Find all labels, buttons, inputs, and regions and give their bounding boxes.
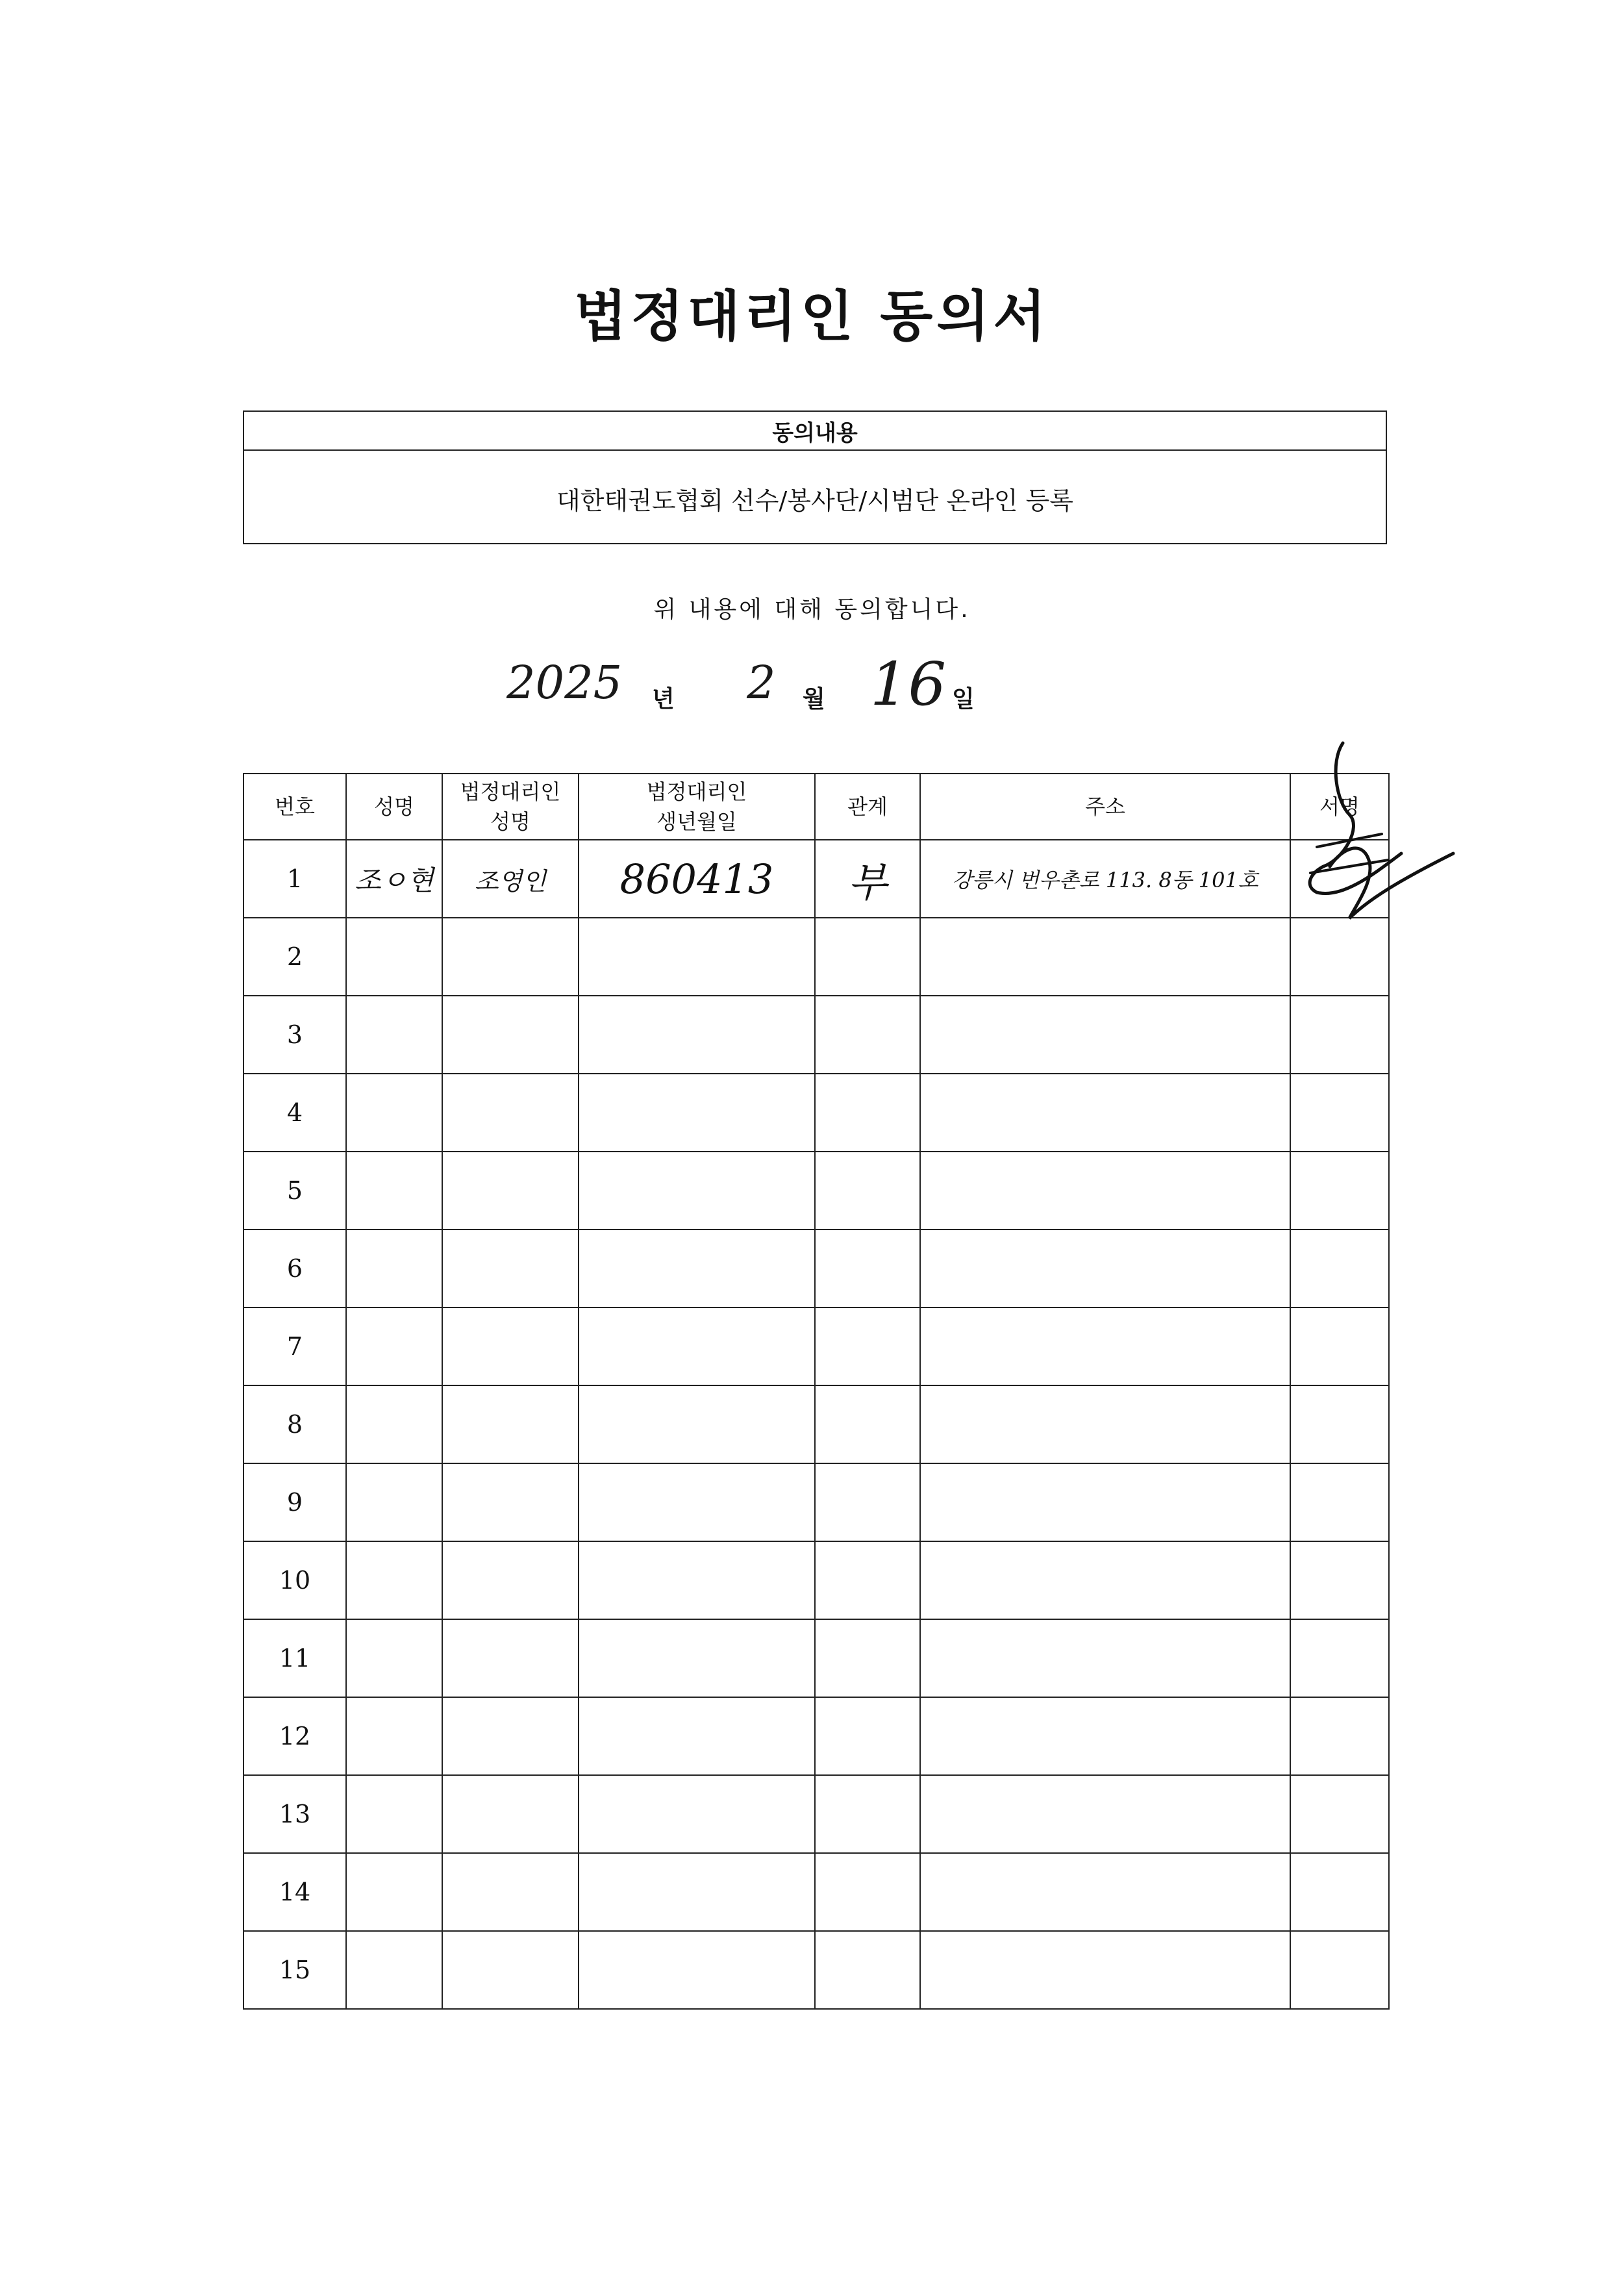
header-relation: 관계 — [815, 774, 920, 840]
signature-scribble-icon — [1291, 840, 1388, 917]
table-row — [244, 1152, 1389, 1230]
agreement-text: 위 내용에 대해 동의합니다. — [653, 596, 971, 623]
table-body — [244, 840, 1389, 2009]
header-signature: 서명 — [1290, 774, 1389, 840]
consent-box — [243, 410, 1387, 544]
table-row — [244, 1385, 1389, 1463]
document-title: 법정대리인 동의서 — [574, 284, 1050, 348]
header-number: 번호 — [244, 774, 346, 840]
table-row — [244, 1619, 1389, 1697]
row-address: 강릉시 번우촌로 113. 8동 101호 — [920, 840, 1290, 918]
row-number: 8 — [244, 1385, 346, 1463]
row-number: 4 — [244, 1074, 346, 1152]
date-year-handwritten: 2025 — [506, 656, 623, 709]
date-day-label: 일 — [952, 686, 975, 713]
row-number: 10 — [244, 1541, 346, 1619]
table-row — [244, 1307, 1389, 1385]
date-month-label: 월 — [803, 686, 825, 713]
row-number: 7 — [244, 1307, 346, 1385]
table-header-row — [244, 774, 1389, 840]
header-guardian-birth: 법정대리인 생년월일 — [579, 774, 815, 840]
table-row — [244, 1463, 1389, 1541]
table-row — [244, 1853, 1389, 1931]
row-signature — [1290, 840, 1389, 918]
row-number: 6 — [244, 1230, 346, 1307]
header-address: 주소 — [920, 774, 1290, 840]
row-number: 5 — [244, 1152, 346, 1230]
table-row — [244, 918, 1389, 996]
row-guardian-birth: 860413 — [579, 840, 815, 918]
row-number: 11 — [244, 1619, 346, 1697]
row-name: 조ㅇ현 — [346, 840, 442, 918]
consent-content: 대한태권도협회 선수/봉사단/시범단 온라인 등록 — [556, 486, 1073, 515]
registration-table — [243, 773, 1390, 2010]
consent-header: 동의내용 — [244, 412, 1386, 451]
date-month-handwritten: 2 — [747, 656, 776, 709]
header-guardian-name: 법정대리인 성명 — [442, 774, 579, 840]
row-number: 2 — [244, 918, 346, 996]
row-number: 9 — [244, 1463, 346, 1541]
date-day-handwritten: 16 — [870, 650, 947, 719]
table-row — [244, 1775, 1389, 1853]
row-number: 1 — [244, 840, 346, 918]
table-row — [244, 996, 1389, 1074]
row-relation: 부 — [815, 840, 920, 918]
row-number: 15 — [244, 1931, 346, 2009]
table-row — [244, 1230, 1389, 1307]
row-number: 13 — [244, 1775, 346, 1853]
table-row — [244, 1931, 1389, 2009]
row-number: 12 — [244, 1697, 346, 1775]
table-row — [244, 1541, 1389, 1619]
row-guardian-name: 조영인 — [442, 840, 579, 918]
table-row — [244, 840, 1389, 918]
header-name: 성명 — [346, 774, 442, 840]
row-number: 3 — [244, 996, 346, 1074]
date-year-label: 년 — [652, 686, 675, 713]
row-number: 14 — [244, 1853, 346, 1931]
table-row — [244, 1074, 1389, 1152]
table-row — [244, 1697, 1389, 1775]
